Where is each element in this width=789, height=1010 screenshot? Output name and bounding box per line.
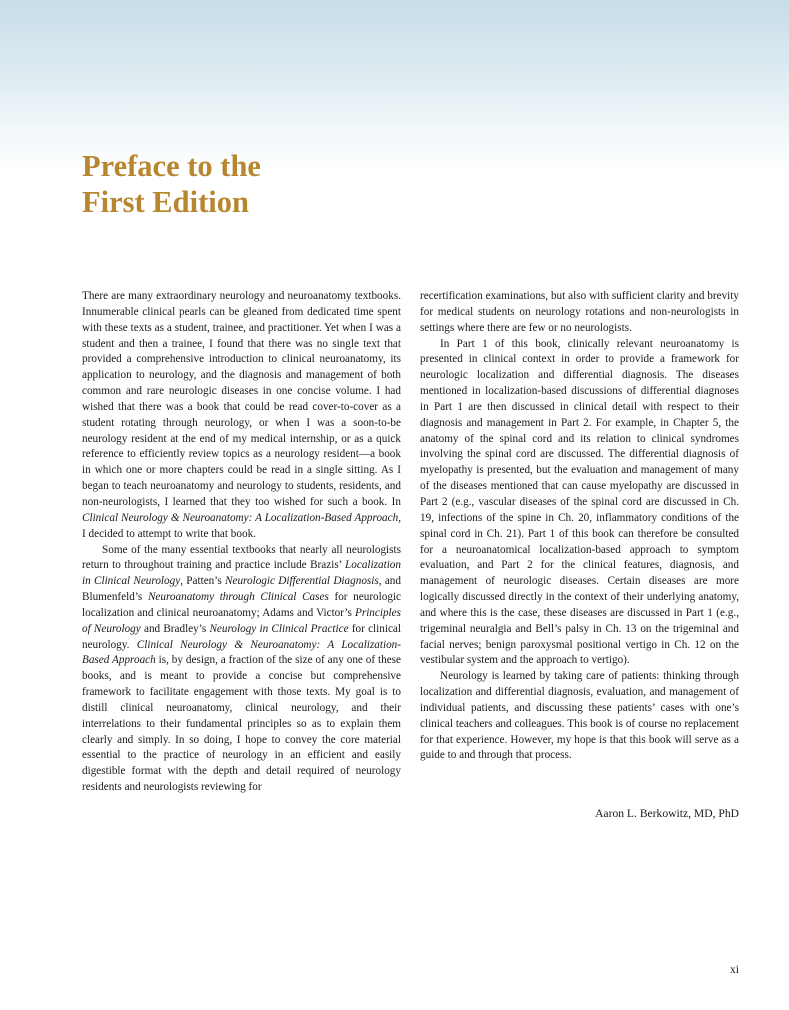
text-run: for neurologic localization and clinical neuroanatomy; Adams and Victor’s bbox=[82, 591, 402, 619]
book-title: Neurology in Clinical Practice bbox=[209, 622, 349, 635]
text-run: There are many extraordinary neurology and neuroanatomy textbooks. Innumerable clinical pearls can be gleaned from dedicated time spent with these texts as a student, trainee, and practitioner. Yet when I was a student and then a trainee, I found that there was no single text that provided a comprehensive introduction to clinical neuroanatomy, its application to neurology, and the diagnosis and management of both common and rare neurologic diseases in one concise volume. I had wished that there was a book that could be read cover-to-cover as a student rotating through neurology, or when I was a soon-to-be neurology resident at the end of my medical internship, or as a quick reference to efficiently review topics as a neurology resident—a book in which one or more chapters could be read in a single sitting. As I began to teach neuroanatomy and neurology to students, residents, and non-neurologists, I learned that they too wished for such a book. In bbox=[82, 290, 401, 508]
book-title: Localization in Clinical Neurology bbox=[82, 559, 401, 588]
book-title: Clinical Neurology & Neuroanatomy: A Localization-Based Approach bbox=[82, 638, 401, 667]
book-title: Neuroanatomy through Clinical Cases bbox=[147, 591, 329, 604]
paragraph bbox=[82, 543, 401, 797]
paragraph: recertification examinations, but also with sufficient clarity and brevity for medical students on neurology rotations and non-neurologists in settings where there are few or no neurologists. bbox=[420, 290, 739, 334]
text-run: , I decided to attempt to write that book. bbox=[82, 511, 401, 540]
left-column bbox=[82, 289, 401, 796]
text-run: and Bradley’s bbox=[140, 622, 210, 635]
header-gradient-band bbox=[0, 0, 789, 170]
text-run: for clinical neurology. bbox=[82, 622, 402, 651]
text-run: , and Blumenfeld’s bbox=[82, 575, 401, 604]
page-number: xi bbox=[729, 963, 739, 976]
paragraph: Neurology is learned by taking care of patients: thinking through localization and differential diagnosis, evaluation, and management of individual patients, and discussing these patients’ cases with one’s clinical teachers and colleagues. This book is of course no replacement for that experience. However, my hope is that this book will serve as a guide to and through that process. bbox=[420, 670, 739, 762]
author-signature: Aaron L. Berkowitz, MD, PhD bbox=[595, 807, 739, 820]
title-line-1: Preface to the bbox=[82, 149, 261, 183]
book-title: Neurologic Differential Diagnosis bbox=[225, 575, 379, 588]
book-title: Clinical Neurology & Neuroanatomy: A Localization-Based Approach bbox=[82, 511, 399, 524]
book-title: Principles of Neurology bbox=[82, 606, 401, 635]
paragraph: In Part 1 of this book, clinically relevant neuroanatomy is presented in clinical context in order to provide a framework for neurologic localization and differential diagnosis. The diseases mentioned in localization-based discussions of differential diagnoses in Part 1 are then discussed in clinical detail with respect to their diagnosis and management in Part 2. For example, in Chapter 5, the anatomy of the spinal cord and its relation to clinical syndromes involving the spinal cord are discussed. The differential diagnosis of myelopathy is presented, but the evaluation and management of many of the diseases mentioned that can cause myelopathy are discussed in Part 2 (e.g., vascular diseases of the spinal cord are discussed in Ch. 19, infections of the spine in Ch. 20, inflammatory conditions of the spinal cord in Ch. 21). Part 1 of this book can therefore be consulted for a neuroanatomical localization-based approach to symptom evaluation, and Part 2 for the clinical features, diagnosis, and management of neurologic diseases. Certain diseases are more logically discussed directly in the context of their underlying anatomy, and where this is the case, these diseases are discussed in Part 1 (e.g., trigeminal neuralgia and Bell’s palsy in Ch. 13 on the trigeminal and facial nerves; benign paroxysmal positional vertigo in Ch. 12 on the vestibular system and the approach to vertigo). bbox=[420, 337, 739, 667]
title-line-2: First Edition bbox=[82, 185, 249, 219]
text-run: Some of the many essential textbooks that nearly all neurologists return to throughout training and practice include Brazis’ bbox=[82, 543, 401, 572]
paragraph bbox=[82, 289, 401, 543]
text-run: is, by design, a fraction of the size of any one of these books, and is meant to provide a concise but comprehensive framework to facilitate engagement with those texts. My goal is to distill clinical neuroanatomy, clinical neurology, and their interrelations to their fundamental principles so as to explain them clearly and simply. In so doing, I hope to convey the core material essential to the practice of neurology in an efficient and easily digestible format with the depth and detail required of neurology residents and neurologists reviewing for bbox=[82, 654, 401, 794]
page-title bbox=[82, 148, 261, 220]
right-column bbox=[420, 289, 739, 764]
text-run: , Patten’s bbox=[180, 575, 226, 588]
